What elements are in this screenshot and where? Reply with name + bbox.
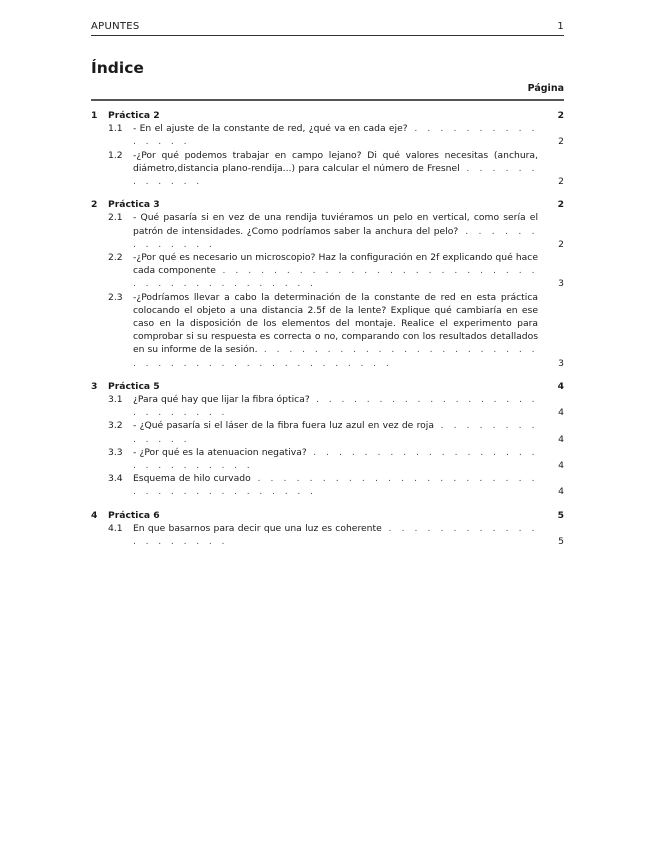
section-number: 3.1	[108, 394, 123, 406]
chapter-page: 5	[557, 509, 564, 521]
chapter-title: Práctica 5	[108, 380, 160, 392]
section-page: 4	[558, 486, 564, 498]
header-page-number: 1	[557, 21, 564, 32]
chapter-entry[interactable]	[91, 509, 564, 522]
dot-leader: . . . . . . . . . . . . . . . . . . . . . . . . . . . .	[133, 446, 539, 472]
section-title: -¿Por qué es necesario un microscopio? Haz la configuración en 2f explicando qué hace cada componente	[133, 252, 538, 277]
toc-section[interactable]	[91, 419, 564, 445]
chapter-page: 4	[557, 380, 564, 392]
dot-leader: . . . . . . . . . . . .	[133, 162, 538, 187]
section-page: 2	[558, 176, 564, 187]
section-page: 2	[558, 136, 564, 148]
section-title: -¿Podríamos llevar a cabo la determinación de la constante de red en esta práctica colocando el objeto a una distancia 2.5f de la lente? Explique qué cambiaría en ese caso en la disposición de los elementos del montaje. Realice el experimento para comprobar si su respuesta es correcta o no, comparando con los resultados detallados en su informe de la sesión.	[133, 291, 538, 356]
section-title: En que basarnos para decir que una luz es coherente	[133, 522, 382, 534]
section-title: Esquema de hilo curvado	[133, 473, 251, 485]
dot-leader: . . . . . . . . . . . . . . . . . . . . . . . . . . . . . . . . . . . . . . . . . . .	[133, 344, 538, 369]
toc-section[interactable]	[91, 122, 564, 148]
chapter-page: 2	[557, 110, 564, 121]
toc-section[interactable]	[91, 211, 564, 251]
chapter-title: Práctica 3	[108, 199, 160, 211]
dot-leader: . . . . . . . . . . . . . . . . . . . .	[133, 522, 538, 548]
dot-leader: . . . . . . . . . . . . .	[133, 225, 538, 250]
section-title: - ¿Por qué es la atenuacion negativa?	[133, 446, 307, 458]
toc-section[interactable]	[91, 472, 564, 498]
section-page: 4	[558, 407, 564, 419]
section-title: ¿Para qué hay que lijar la fibra óptica?	[133, 394, 310, 406]
chapter-number: 4	[91, 509, 98, 521]
section-title: - ¿Qué pasaría si el láser de la fibra fuera luz azul en vez de roja	[133, 420, 434, 432]
toc-section[interactable]	[91, 393, 564, 419]
toc-rule	[91, 99, 564, 101]
chapter-entry[interactable]	[91, 380, 564, 393]
section-page: 4	[558, 433, 564, 445]
chapter-title: Práctica 6	[108, 509, 160, 521]
chapter-page: 2	[557, 199, 564, 211]
dot-leader: . . . . . . . . . . . . . . . . . . . . . . . . . . . . . . . . . . . . . . . .	[133, 265, 538, 290]
chapter-number: 3	[91, 380, 98, 392]
running-header	[91, 21, 564, 36]
table-of-contents	[91, 109, 564, 548]
dot-leader: . . . . . . . . . . . . . . . . . . . . . . . . . .	[133, 394, 538, 419]
section-page: 5	[558, 536, 564, 548]
toc-section[interactable]	[91, 251, 564, 291]
chapter-number: 2	[91, 199, 98, 211]
section-number: 2.2	[108, 252, 123, 263]
section-number: 3.2	[108, 420, 123, 432]
dot-leader: . . . . . . . . . . . . .	[133, 420, 538, 445]
section-number: 4.1	[108, 522, 123, 534]
section-number: 2.3	[108, 291, 123, 303]
section-number: 1.1	[108, 123, 123, 135]
toc-title: Índice	[91, 59, 144, 77]
toc-section[interactable]	[91, 522, 564, 548]
toc-section[interactable]	[91, 291, 564, 370]
toc-chapter-2	[91, 198, 564, 370]
toc-section[interactable]	[91, 149, 564, 189]
chapter-number: 1	[91, 110, 98, 121]
toc-chapter-3	[91, 380, 564, 499]
section-page: 3	[558, 357, 564, 369]
page-column-label: Página	[527, 83, 564, 94]
section-title: - Qué pasaría si en vez de una rendija tuviéramos un pelo en vertical, como sería el patrón de intensidades. ¿Como podríamos saber la anchura del pelo?	[133, 212, 538, 237]
chapter-title: Práctica 2	[108, 110, 160, 121]
chapter-entry[interactable]	[91, 198, 564, 211]
dot-leader: . . . . . . . . . . . . . . . . . . . . . . . . . . . . . . . . . . . . .	[133, 473, 538, 498]
toc-section[interactable]	[91, 446, 564, 472]
section-page: 2	[558, 238, 564, 250]
section-title: -¿Por qué podemos trabajar en campo lejano? Di qué valores necesitas (anchura, diámetro,distancia plano-rendija...) para calcular el número de Fresnel	[133, 149, 538, 174]
section-page: 3	[558, 278, 564, 290]
toc-chapter-4	[91, 509, 564, 549]
section-number: 2.1	[108, 212, 123, 224]
section-number: 3.3	[108, 446, 123, 458]
header-title: APUNTES	[91, 21, 140, 32]
section-page: 4	[558, 460, 564, 472]
section-title: - En el ajuste de la constante de red, ¿qué va en cada eje?	[133, 123, 408, 135]
dot-leader: . . . . . . . . . . . . . . .	[133, 123, 538, 148]
section-number: 3.4	[108, 473, 123, 485]
toc-chapter-1	[91, 109, 564, 188]
section-number: 1.2	[108, 149, 123, 161]
chapter-entry[interactable]	[91, 109, 564, 122]
